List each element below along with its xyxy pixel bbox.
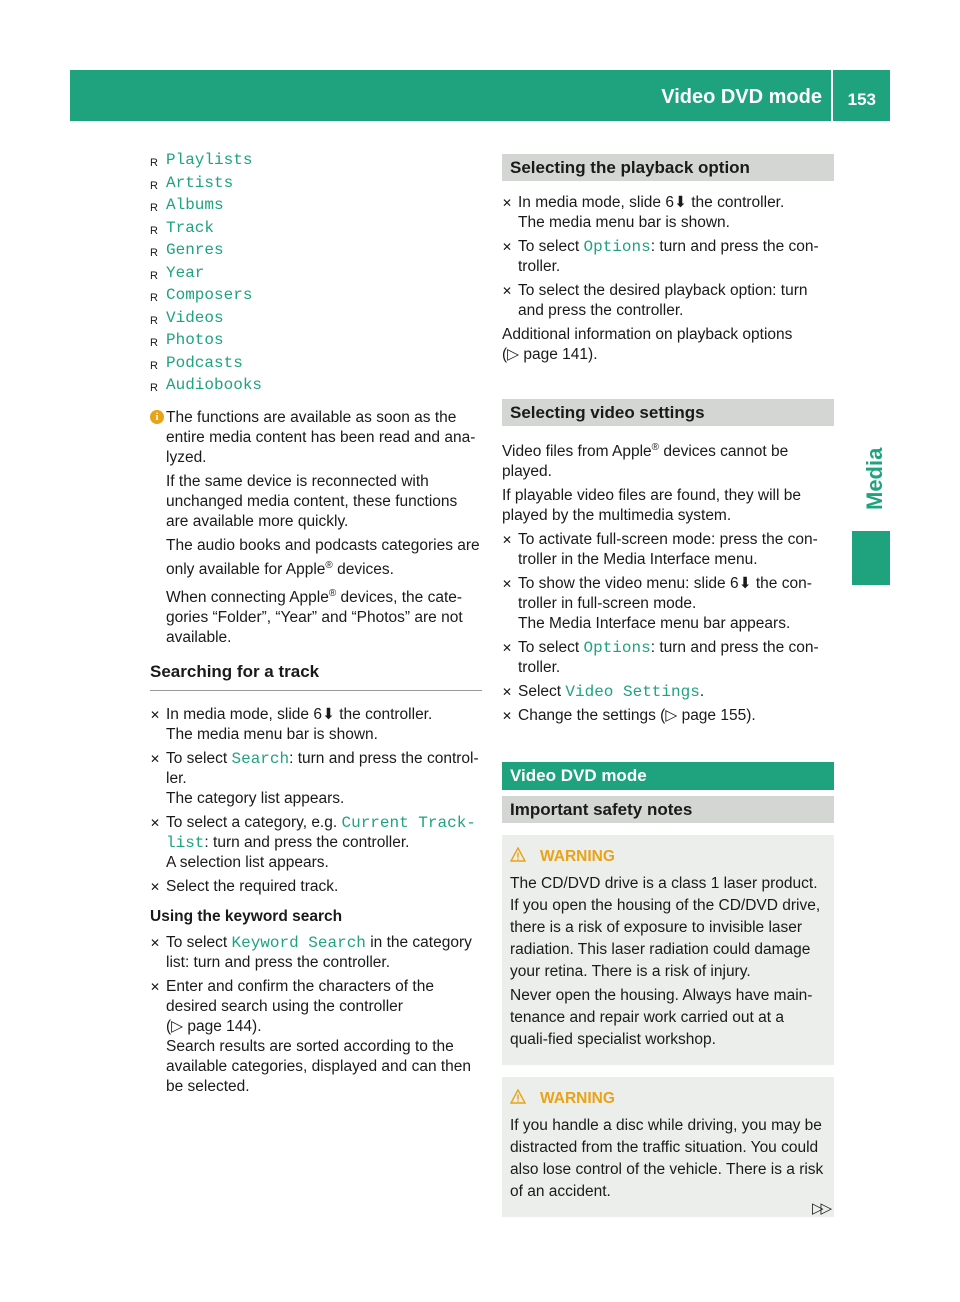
section-title-safety: Important safety notes <box>502 796 834 823</box>
page-reference-link[interactable]: (▷ page 141). <box>502 346 598 363</box>
controller-slide-icon: 6⬇ <box>729 575 752 593</box>
info-note <box>150 408 482 648</box>
side-tab-label: Media <box>862 447 887 510</box>
side-tab-marker <box>852 531 890 585</box>
category-link[interactable]: Year <box>166 263 205 282</box>
next-page-icon[interactable]: ▷▷ <box>812 1200 830 1217</box>
step-arrow-icon: ✕ <box>502 685 513 700</box>
warning-text: If you handle a disc while driving, you may be distracted from the traffic situation. You could also lose control of the vehicle. There is a risk of an accident. <box>510 1117 824 1201</box>
list-item <box>150 195 482 218</box>
step-arrow-icon: ✕ <box>502 641 513 656</box>
bullet-icon: R <box>150 224 158 237</box>
step-arrow-icon: ✕ <box>150 879 161 894</box>
category-link[interactable]: Audiobooks <box>166 376 263 394</box>
bullet-icon: R <box>150 337 158 349</box>
category-link[interactable]: Composers <box>166 286 253 304</box>
page-title: Video DVD mode <box>661 86 822 108</box>
step-arrow-icon: ✕ <box>150 707 161 722</box>
header-bar <box>70 70 890 121</box>
search-menu-link[interactable]: Search <box>231 749 290 768</box>
instruction-step: ✕ To activate full-screen mode: press the con-troller in the Media Interface menu. <box>502 531 818 569</box>
controller-slide-icon: 6⬇ <box>313 705 335 723</box>
category-link[interactable]: Albums <box>166 196 224 214</box>
step-arrow-icon: ✕ <box>502 284 513 298</box>
warning-icon <box>510 847 526 863</box>
instruction-step: ✕ To select the desired playback option: turn and press the controller. <box>502 282 808 319</box>
category-link[interactable]: Podcasts <box>166 353 243 372</box>
right-column <box>502 154 834 1217</box>
bullet-icon: R <box>150 314 158 327</box>
header-divider <box>831 70 833 121</box>
bullet-icon: R <box>150 269 158 282</box>
warning-title: WARNING <box>510 847 826 867</box>
info-text: The audio books and podcasts categories are only available for Apple® devices. <box>166 536 480 578</box>
page-number: 153 <box>847 90 876 109</box>
section-title-playback: Selecting the playback option <box>502 154 834 181</box>
info-text: The functions are available as soon as the entire media content has been read and ana-lyzed. <box>166 408 476 466</box>
body-text: Additional information on playback options (▷ page 141). <box>502 326 793 363</box>
list-item <box>150 353 482 376</box>
info-text: When connecting Apple® devices, the cate-gories “Folder”, “Year” and “Photos” are not available. <box>166 587 463 646</box>
info-icon: i <box>150 410 164 424</box>
warning-text: The CD/DVD drive is a class 1 laser product. If you open the housing of the CD/DVD drive, there is a risk of exposure to invisible laser radiation. This laser radiation could damage your retina. There is a risk of injury. <box>510 875 821 981</box>
category-list <box>150 150 482 398</box>
instruction-step: ✕ Select Video Settings. <box>502 683 705 702</box>
list-item <box>150 150 482 173</box>
instruction-step: ✕ To select Options: turn and press the con-troller. <box>502 639 819 677</box>
step-arrow-icon: ✕ <box>150 751 161 766</box>
instruction-step: ✕ To select Search: turn and press the control-ler. The category list appears. <box>150 749 479 807</box>
step-arrow-icon: ✕ <box>502 240 513 254</box>
instruction-step: ✕ Enter and confirm the characters of the desired search using the controller (▷ page 144). Search results are sorted according to the available categories, displayed and can then be selected. <box>150 977 472 1095</box>
warning-text: Never open the housing. Always have main-tenance and repair work carried out at a quali-fied specialist workshop. <box>510 987 813 1049</box>
step-arrow-icon: ✕ <box>502 196 513 210</box>
current-tracklist-link[interactable]: Current Track‐list <box>166 813 476 852</box>
info-text: If the same device is reconnected with unchanged media content, these functions are available more quickly. <box>166 472 458 530</box>
keyword-search-link[interactable]: Keyword Search <box>231 933 366 952</box>
instruction-step: ✕ To select Options: turn and press the con-troller. <box>502 238 819 275</box>
category-link[interactable]: Playlists <box>166 151 253 169</box>
category-link[interactable]: Genres <box>166 241 224 259</box>
warning-box <box>502 835 834 1065</box>
body-text: If playable video files are found, they will be played by the multimedia system. <box>502 487 801 525</box>
instruction-step: ✕ To select a category, e.g. Current Track‐list: turn and press the controller. A selection list appears. <box>150 813 476 871</box>
list-item <box>150 173 482 196</box>
list-item <box>150 375 482 398</box>
category-link[interactable]: Track <box>166 218 215 237</box>
category-link[interactable]: Photos <box>166 331 224 349</box>
video-settings-link[interactable]: Video Settings <box>565 683 700 702</box>
step-arrow-icon: ✕ <box>502 533 513 548</box>
section-title-dvd: Video DVD mode <box>502 762 834 790</box>
step-arrow-icon: ✕ <box>502 577 513 592</box>
options-link[interactable]: Options <box>583 238 651 256</box>
instruction-step: ✕ To show the video menu: slide 6⬇ the con-troller in full-screen mode. The Media Interface menu bar appears. <box>502 575 812 633</box>
bullet-icon: R <box>150 179 158 192</box>
bullet-icon: R <box>150 382 158 394</box>
step-arrow-icon: ✕ <box>502 709 513 724</box>
step-arrow-icon: ✕ <box>150 815 161 830</box>
bullet-icon: R <box>150 292 158 304</box>
step-arrow-icon: ✕ <box>150 979 161 994</box>
warning-title: WARNING <box>510 1089 826 1109</box>
options-link[interactable]: Options <box>583 639 651 658</box>
bullet-icon: R <box>150 359 158 372</box>
list-item <box>150 240 482 263</box>
subsection-title-keyword: Using the keyword search <box>150 907 343 925</box>
bullet-icon: R <box>150 157 158 169</box>
left-column <box>150 150 482 1101</box>
list-item <box>150 263 482 286</box>
section-title-video-settings: Selecting video settings <box>502 399 834 426</box>
category-link[interactable]: Videos <box>166 308 224 327</box>
instruction-step: ✕ To select Keyword Search in the category list: turn and press the controller. <box>150 933 472 971</box>
bullet-icon: R <box>150 247 158 259</box>
body-text: Video files from Apple® devices cannot be played. <box>502 442 789 481</box>
warning-box <box>502 1077 834 1217</box>
instruction-step: ✕ Change the settings (▷ page 155). <box>502 707 756 725</box>
list-item <box>150 330 482 353</box>
warning-icon <box>510 1089 526 1105</box>
step-arrow-icon: ✕ <box>150 935 161 950</box>
instruction-step: ✕ In media mode, slide 6⬇ the controller. The media menu bar is shown. <box>502 194 785 231</box>
list-item <box>150 218 482 241</box>
instruction-step: ✕ In media mode, slide 6⬇ the controller. The media menu bar is shown. <box>150 705 433 743</box>
section-title-search: Searching for a track <box>150 662 482 691</box>
instruction-step: ✕ Select the required track. <box>150 877 339 895</box>
list-item <box>150 308 482 331</box>
list-item <box>150 285 482 308</box>
bullet-icon: R <box>150 202 158 214</box>
controller-slide-icon: 6⬇ <box>665 194 687 211</box>
category-link[interactable]: Artists <box>166 173 234 192</box>
page-reference-link[interactable]: (▷ page 144). <box>166 1017 262 1035</box>
